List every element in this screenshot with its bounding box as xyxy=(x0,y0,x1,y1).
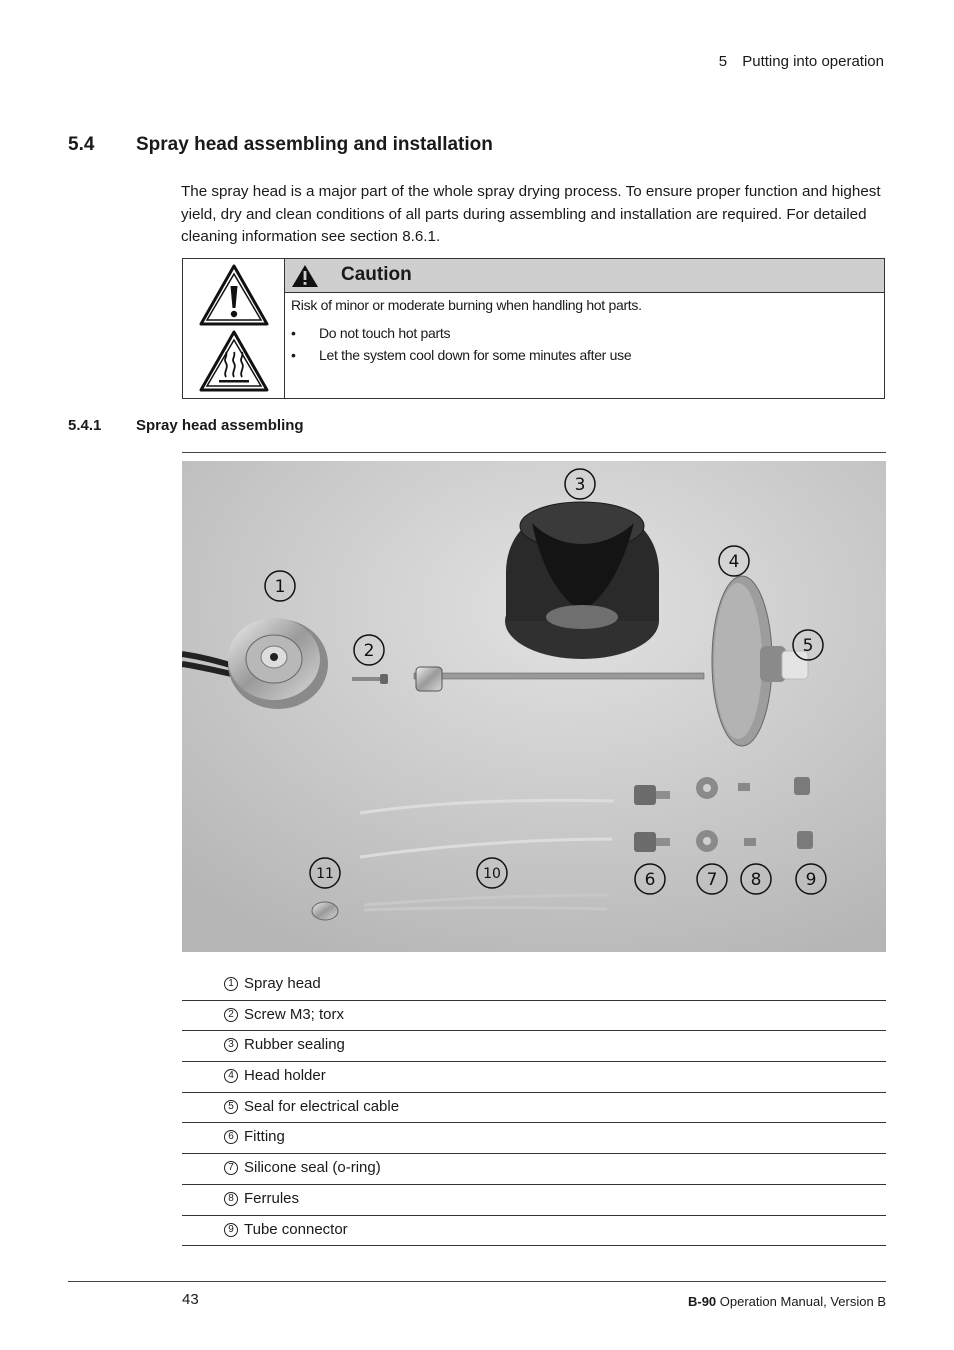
callout-1-label: 1 xyxy=(274,577,286,597)
legend-number: 6 xyxy=(224,1130,238,1144)
legend-number: 5 xyxy=(224,1100,238,1114)
callout-6-label: 6 xyxy=(644,870,656,890)
callout-3-label: 3 xyxy=(574,475,586,495)
legend-number: 9 xyxy=(224,1223,238,1237)
caution-header xyxy=(285,259,884,293)
callout-11-label: 11 xyxy=(316,866,334,882)
page-number: 43 xyxy=(182,1291,199,1308)
legend-number: 4 xyxy=(224,1069,238,1083)
legend-row xyxy=(182,1062,886,1093)
legend-row xyxy=(182,1093,886,1124)
legend-label: Tube connector xyxy=(244,1220,348,1238)
callout-2-label: 2 xyxy=(363,641,375,661)
section-title: Spray head assembling and installation xyxy=(136,134,493,155)
legend-label: Seal for electrical cable xyxy=(244,1097,400,1115)
legend-label: Fitting xyxy=(244,1128,285,1146)
legend-number: 8 xyxy=(224,1192,238,1206)
caution-title: Caution xyxy=(341,264,412,285)
legend-row xyxy=(182,1216,886,1247)
caution-body xyxy=(291,297,878,366)
callout-5-label: 5 xyxy=(802,636,814,656)
callout-4-label: 4 xyxy=(728,552,740,572)
chapter-number: 5 xyxy=(718,53,728,70)
legend-number: 7 xyxy=(224,1161,238,1175)
callout-9-label: 9 xyxy=(805,870,817,890)
chapter-title: Putting into operation xyxy=(742,53,884,70)
legend-label: Ferrules xyxy=(244,1189,300,1207)
running-header xyxy=(719,53,884,70)
legend-row xyxy=(182,970,886,1001)
subsection-title: Spray head assembling xyxy=(136,417,304,434)
legend-row xyxy=(182,1154,886,1185)
caution-risk-text: Risk of minor or moderate burning when handling hot parts. xyxy=(291,297,642,313)
legend-label: Silicone seal (o-ring) xyxy=(244,1159,381,1177)
caution-bullet: • Do not touch hot parts xyxy=(291,322,878,344)
subsection-heading xyxy=(68,417,304,434)
caution-bullet-list xyxy=(291,322,878,366)
section-number: 5.4 xyxy=(68,134,95,155)
legend-label: Head holder xyxy=(244,1067,326,1085)
caution-bullet: • Let the system cool down for some minutes after use xyxy=(291,344,878,366)
subsection-number: 5.4.1 xyxy=(68,417,102,434)
legend-row xyxy=(182,1123,886,1154)
intro-paragraph: The spray head is a major part of the whole spray drying process. To ensure proper function and highest yield, dry and clean conditions of all parts during assembling and installation are required. For detailed cleaning information see section 8.6.1. xyxy=(181,183,881,245)
legend-label: Screw M3; torx xyxy=(244,1005,345,1023)
legend-row xyxy=(182,1001,886,1032)
section-heading xyxy=(68,134,493,156)
footer-rule xyxy=(68,1281,886,1282)
caution-box xyxy=(182,258,885,399)
footer-document-title xyxy=(688,1294,886,1309)
parts-legend xyxy=(182,970,886,1246)
legend-row xyxy=(182,1185,886,1216)
callout-7-label: 7 xyxy=(706,870,718,890)
spray-head-parts-photo xyxy=(182,461,886,952)
legend-label: Rubber sealing xyxy=(244,1036,345,1054)
legend-number: 1 xyxy=(224,977,238,991)
caution-icons xyxy=(183,259,285,398)
footer-manual-version: Operation Manual, Version B xyxy=(716,1294,886,1309)
callout-10-label: 10 xyxy=(483,866,501,882)
rubber-sealing-part xyxy=(505,502,659,659)
callout-8-label: 8 xyxy=(750,870,762,890)
warning-exclamation-icon xyxy=(199,264,269,326)
legend-number: 2 xyxy=(224,1008,238,1022)
legend-row xyxy=(182,1031,886,1062)
figure-top-rule xyxy=(182,452,886,453)
footer-model: B-90 xyxy=(687,1294,717,1309)
caution-triangle-icon xyxy=(291,264,319,288)
hot-surface-icon xyxy=(199,330,269,392)
legend-label: Spray head xyxy=(244,975,321,992)
legend-number: 3 xyxy=(224,1038,238,1052)
